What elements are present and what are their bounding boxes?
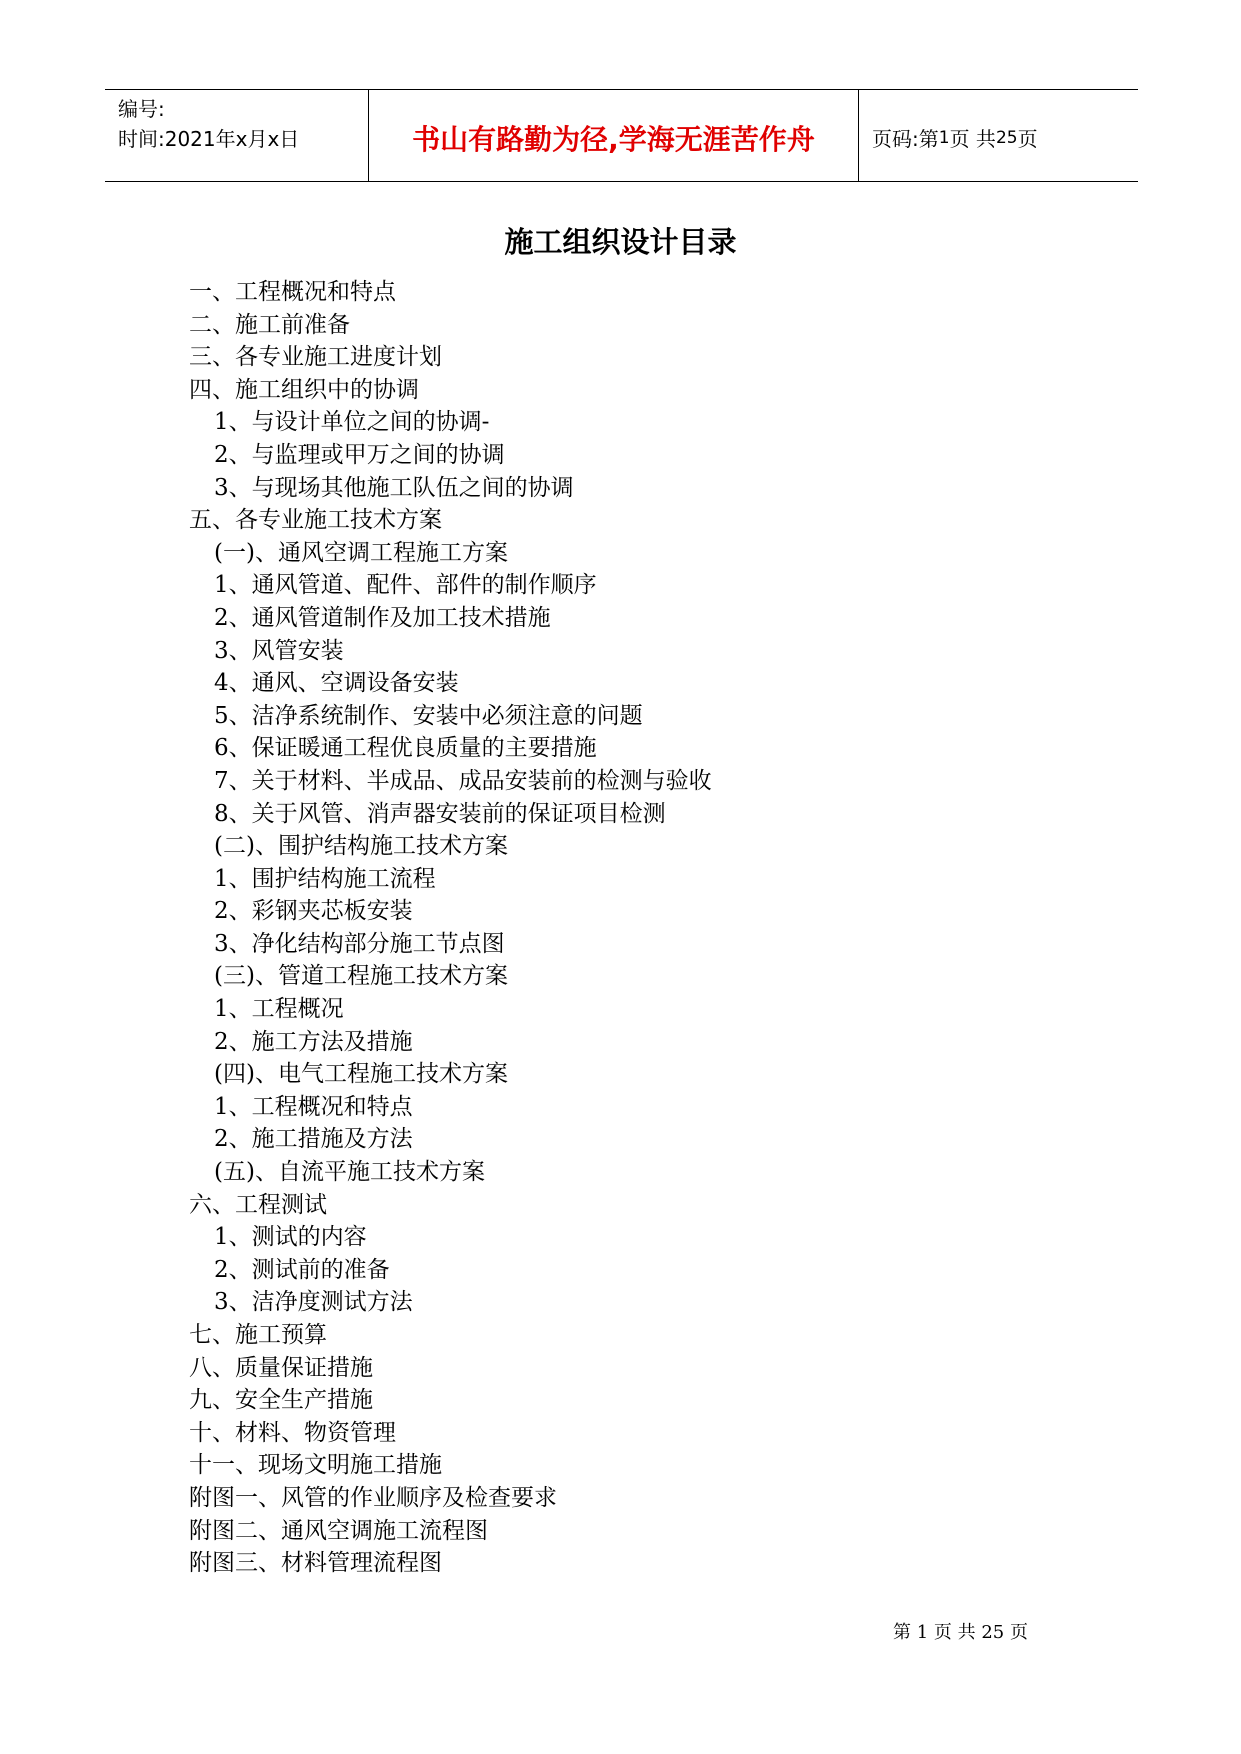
toc-entry: 四、施工组织中的协调 [189, 376, 419, 403]
header-motto: 书山有路勤为径,学海无涯苦作舟 [369, 90, 859, 181]
toc-entry: 十、材料、物资管理 [189, 1419, 396, 1446]
toc-entry: 一、工程概况和特点 [189, 279, 396, 305]
page-header [105, 89, 1138, 182]
toc-entry: (二)、围护结构施工技术方案 [214, 833, 508, 860]
toc-entry: (五)、自流平施工技术方案 [214, 1159, 485, 1186]
toc-entry: 五、各专业施工技术方案 [189, 507, 442, 534]
toc-entry: 六、工程测试 [189, 1191, 327, 1218]
toc-entry: 3、洁净度测试方法 [214, 1289, 413, 1316]
header-page-indicator [859, 90, 1138, 181]
toc-entry: 九、安全生产措施 [189, 1387, 373, 1414]
toc-entry: 1、通风管道、配件、部件的制作顺序 [214, 572, 597, 599]
toc-entry: 2、彩钢夹芯板安装 [214, 898, 413, 925]
document-title: 施工组织设计目录 [504, 225, 737, 259]
toc-entry: 8、关于风管、消声器安装前的保证项目检测 [214, 800, 666, 827]
toc-entry: 2、施工方法及措施 [214, 1028, 413, 1055]
toc-entry: 附图二、通风空调施工流程图 [189, 1517, 488, 1544]
page-mid: 页 共 [949, 127, 996, 151]
page-current: 1 [938, 127, 950, 148]
toc-entry: 1、工程概况 [214, 996, 344, 1023]
toc-entry: 1、工程概况和特点 [214, 1093, 413, 1120]
toc-entry: 7、关于材料、半成品、成品安装前的检测与验收 [214, 767, 712, 794]
toc-entry: 2、与监理或甲万之间的协调 [214, 441, 505, 468]
toc-entry: 1、与设计单位之间的协调- [214, 409, 490, 436]
page-footer: 第 1 页 共 25 页 [893, 1622, 1028, 1643]
toc-entry: 三、各专业施工进度计划 [189, 344, 442, 371]
toc-entry: 1、测试的内容 [214, 1224, 367, 1251]
toc-entry: (四)、电气工程施工技术方案 [214, 1061, 508, 1088]
toc-entry: 附图三、材料管理流程图 [189, 1550, 442, 1577]
toc-entry: 二、施工前准备 [189, 311, 350, 338]
toc-entry: (三)、管道工程施工技术方案 [214, 963, 508, 990]
page-total: 25 [995, 127, 1018, 148]
toc-entry: (一)、通风空调工程施工方案 [214, 539, 508, 566]
toc-entry: 3、风管安装 [214, 637, 344, 664]
toc-entry: 七、施工预算 [189, 1322, 327, 1348]
toc-entry: 十一、现场文明施工措施 [189, 1452, 442, 1479]
toc-entry: 附图一、风管的作业顺序及检查要求 [189, 1484, 557, 1511]
toc-entry: 4、通风、空调设备安装 [214, 670, 459, 697]
toc-entry: 3、与现场其他施工队伍之间的协调 [214, 474, 574, 501]
toc-entry: 2、施工措施及方法 [214, 1126, 413, 1153]
toc-entry: 6、保证暖通工程优良质量的主要措施 [214, 735, 597, 762]
document-number-label: 编号: [118, 97, 165, 121]
toc-entry: 八、质量保证措施 [189, 1354, 373, 1381]
toc-entry: 3、净化结构部分施工节点图 [214, 930, 505, 957]
table-of-contents [189, 276, 712, 1580]
toc-entry: 2、测试前的准备 [214, 1256, 390, 1283]
document-time-label: 时间:2021年x月x日 [118, 127, 300, 151]
page-suffix: 页 [1017, 127, 1038, 151]
toc-entry: 2、通风管道制作及加工技术措施 [214, 604, 551, 631]
toc-entry: 1、围护结构施工流程 [214, 865, 436, 892]
page-prefix: 页码:第 [872, 127, 939, 151]
toc-entry: 5、洁净系统制作、安装中必须注意的问题 [214, 702, 643, 729]
header-info-cell [105, 90, 369, 181]
